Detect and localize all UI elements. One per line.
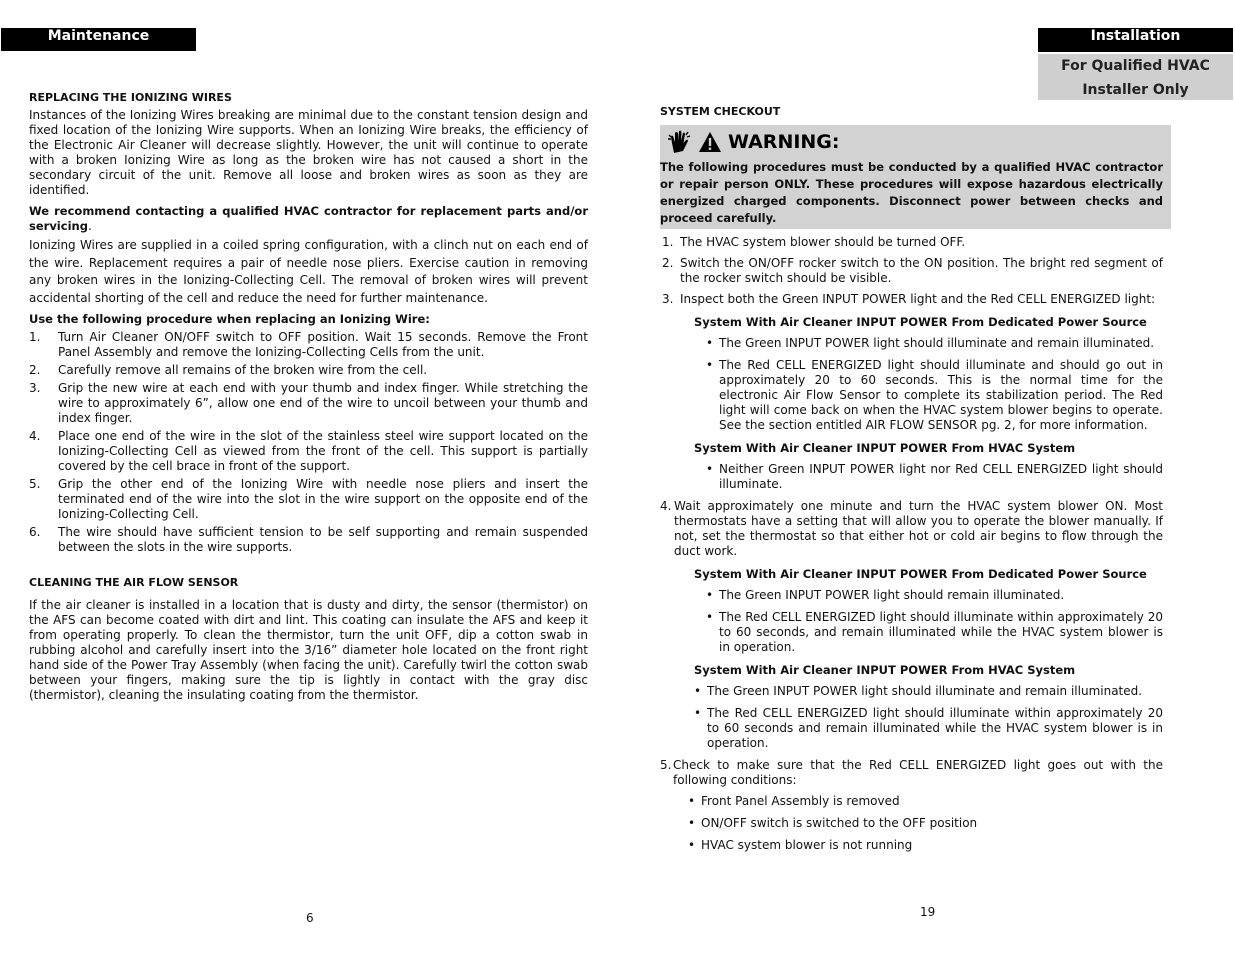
installer-only-banner — [1038, 54, 1233, 100]
step-number: 3. — [662, 292, 674, 306]
recommendation-end: . — [87, 219, 92, 233]
banner-line-2: Installer Only — [1082, 82, 1189, 98]
paragraph-air-flow-sensor: If the air cleaner is installed in a location that is dusty and dirty, the sensor (thermistor) on the AFS can become coated with dirt and lint. This coating can insulate the AFS and keep it from operating properly. To clean the thermistor, turn the unit OFF, dip a cotton swab in rubbing alcohol and carefully insert into the 3/16” diameter hole located on the front right hand side of the Power Tray Assembly (when facing the unit). Carefully twirl the cotton swab between your fingers, making sure the tip is lightly in contact with the gray disc (thermistor), cleaning the insulating coating from the thermistor. — [29, 598, 588, 702]
bullet-list — [660, 462, 1163, 492]
step-number: 3. — [29, 381, 41, 395]
subheading-dedicated-power: System With Air Cleaner INPUT POWER From Dedicated Power Source — [694, 315, 1147, 329]
section-tab-maintenance: Maintenance — [1, 28, 196, 51]
bullet-list — [660, 336, 1163, 433]
step-text: Turn Air Cleaner ON/OFF switch to OFF position. Wait 15 seconds. Remove the Front Panel Assembly and remove the Ionizing-Collecting Cells from the unit. — [58, 330, 588, 359]
warning-header — [660, 125, 1171, 159]
list-item — [660, 235, 1163, 250]
step-number: 1. — [662, 235, 674, 249]
banner-line-1: For Qualified HVAC — [1061, 58, 1210, 74]
step-number: 1. — [29, 330, 41, 344]
list-item — [660, 758, 1163, 788]
checkout-steps-final — [660, 758, 1163, 788]
bullet-list — [660, 684, 1163, 751]
page-number-right: 19 — [920, 905, 936, 919]
paragraph-ionizing-intro: Instances of the Ionizing Wires breaking are minimal due to the constant tension design and fixed location of the Ionizing Wire supports. When an Ionizing Wire breaks, the efficiency of the Electronic Air Cleaner will decrease slightly. However, the unit will continue to operate with a broken Ionizing Wire as long as the broken wire has not caused a short in the secondary circuit of the unit. Remove all loose and broken wires as soon as they are identified. — [29, 108, 588, 197]
list-item — [660, 292, 1163, 307]
subheading-hvac-power: System With Air Cleaner INPUT POWER From HVAC System — [694, 663, 1076, 677]
list-item — [29, 429, 588, 474]
step-text: Grip the new wire at each end with your thumb and index finger. While stretching the wire to approximately 6”, allow one end of the wire to uncoil between your thumb and index finger. — [58, 381, 588, 425]
step-text: Check to make sure that the Red CELL ENERGIZED light goes out with the following conditions: — [673, 758, 1163, 787]
list-item: • Front Panel Assembly is removed — [688, 794, 1163, 809]
step-text: Grip the other end of the Ionizing Wire with needle nose pliers and insert the terminated end of the wire into the slot in the wire support on the opposite end of the Ionizing-Collecting Cell. — [58, 477, 588, 521]
right-page-content — [660, 104, 1163, 860]
step-text: Switch the ON/OFF rocker switch to the ON position. The bright red segment of the rocker switch should be visible. — [680, 256, 1163, 285]
list-item: • The Red CELL ENERGIZED light should illuminate and should go out in approximately 20 to 60 seconds. This is the normal time for the electronic Air Flow Sensor to complete its stabilization period. The Red light will come back on when the HVAC system blower begins to operate. See the section entitled AIR FLOW SENSOR pg. 2, for more information. — [706, 358, 1163, 433]
warning-box — [660, 125, 1171, 229]
recommendation-text: We recommend contacting a qualified HVAC contractor for replacement parts and/or servicing — [29, 204, 588, 233]
step-text: The wire should have sufficient tension to be self supporting and remain suspended between the slots in the wire supports. — [58, 525, 588, 554]
list-item — [29, 363, 588, 378]
step-text: Wait approximately one minute and turn the HVAC system blower ON. Most thermostats have a setting that will allow you to operate the blower manually. If not, set the thermostat so that either hot or cold air begins to flow through the duct work. — [674, 499, 1163, 558]
section-title-air-flow-sensor: CLEANING THE AIR FLOW SENSOR — [29, 576, 239, 589]
bullet-list — [660, 794, 1163, 853]
list-item — [29, 477, 588, 522]
page-number-left: 6 — [306, 911, 314, 925]
step-number: 4. — [29, 429, 41, 443]
list-item: • Neither Green INPUT POWER light nor Red CELL ENERGIZED light should illuminate. — [706, 462, 1163, 492]
subheading-hvac-power: System With Air Cleaner INPUT POWER From HVAC System — [694, 441, 1076, 455]
checkout-steps — [660, 235, 1163, 307]
left-page-content — [29, 90, 588, 706]
procedure-intro: Use the following procedure when replacing an Ionizing Wire: — [29, 312, 430, 326]
step-number: 2. — [662, 256, 674, 270]
step-text: Place one end of the wire in the slot of the stainless steel wire support located on the Ionizing-Collecting Cell as viewed from the front of the cell. This support is partially covered by the cell brace in front of the support. — [58, 429, 588, 473]
warning-triangle-icon — [698, 131, 722, 153]
list-item — [29, 330, 588, 360]
list-item — [29, 525, 588, 555]
section-title-ionizing-wires: REPLACING THE IONIZING WIRES — [29, 91, 232, 104]
step-text: Carefully remove all remains of the broken wire from the cell. — [58, 363, 428, 377]
wire-replacement-steps — [29, 330, 588, 555]
subheading-dedicated-power: System With Air Cleaner INPUT POWER From Dedicated Power Source — [694, 567, 1147, 581]
step-text: The HVAC system blower should be turned OFF. — [680, 235, 966, 249]
list-item: • ON/OFF switch is switched to the OFF position — [688, 816, 1163, 831]
list-item: • The Green INPUT POWER light should illuminate and remain illuminated. — [706, 336, 1163, 351]
bullet-list — [660, 588, 1163, 655]
step-number: 6. — [29, 525, 41, 539]
list-item — [660, 499, 1163, 559]
section-title-system-checkout: SYSTEM CHECKOUT — [660, 105, 781, 118]
checkout-steps-continued — [660, 499, 1163, 559]
step-number: 4. — [660, 499, 672, 513]
step-text: Inspect both the Green INPUT POWER light and the Red CELL ENERGIZED light: — [680, 292, 1156, 306]
list-item: • The Green INPUT POWER light should remain illuminated. — [706, 588, 1163, 603]
step-number: 2. — [29, 363, 41, 377]
step-number: 5. — [29, 477, 41, 491]
recommendation-line — [29, 204, 588, 234]
warning-title: WARNING: — [728, 130, 840, 153]
paragraph-wire-supply: Ionizing Wires are supplied in a coiled spring configuration, with a clinch nut on each end of the wire. Replacement requires a pair of needle nose pliers. Exercise caution in removing any broken wires in the Ionizing-Collecting Cell. The removal of broken wires will prevent accidental shorting of the cell and reduce the need for further maintenance. — [29, 238, 588, 305]
list-item: • HVAC system blower is not running — [688, 838, 1163, 853]
list-item — [660, 256, 1163, 286]
hand-icon — [668, 129, 692, 155]
list-item: • The Green INPUT POWER light should illuminate and remain illuminated. — [694, 684, 1163, 699]
warning-text: The following procedures must be conducted by a qualified HVAC contractor or repair person ONLY. These procedures will expose hazardous electrically energized charged components. Disconnect power between checks and proceed carefully. — [660, 160, 1163, 225]
section-tab-installation: Installation — [1038, 28, 1233, 52]
list-item — [29, 381, 588, 426]
list-item: • The Red CELL ENERGIZED light should illuminate within approximately 20 to 60 seconds, and remain illuminated while the HVAC system blower is in operation. — [706, 610, 1163, 655]
list-item: • The Red CELL ENERGIZED light should illuminate within approximately 20 to 60 seconds and remain illuminated while the HVAC system blower is in operation. — [694, 706, 1163, 751]
step-number: 5. — [660, 758, 672, 772]
